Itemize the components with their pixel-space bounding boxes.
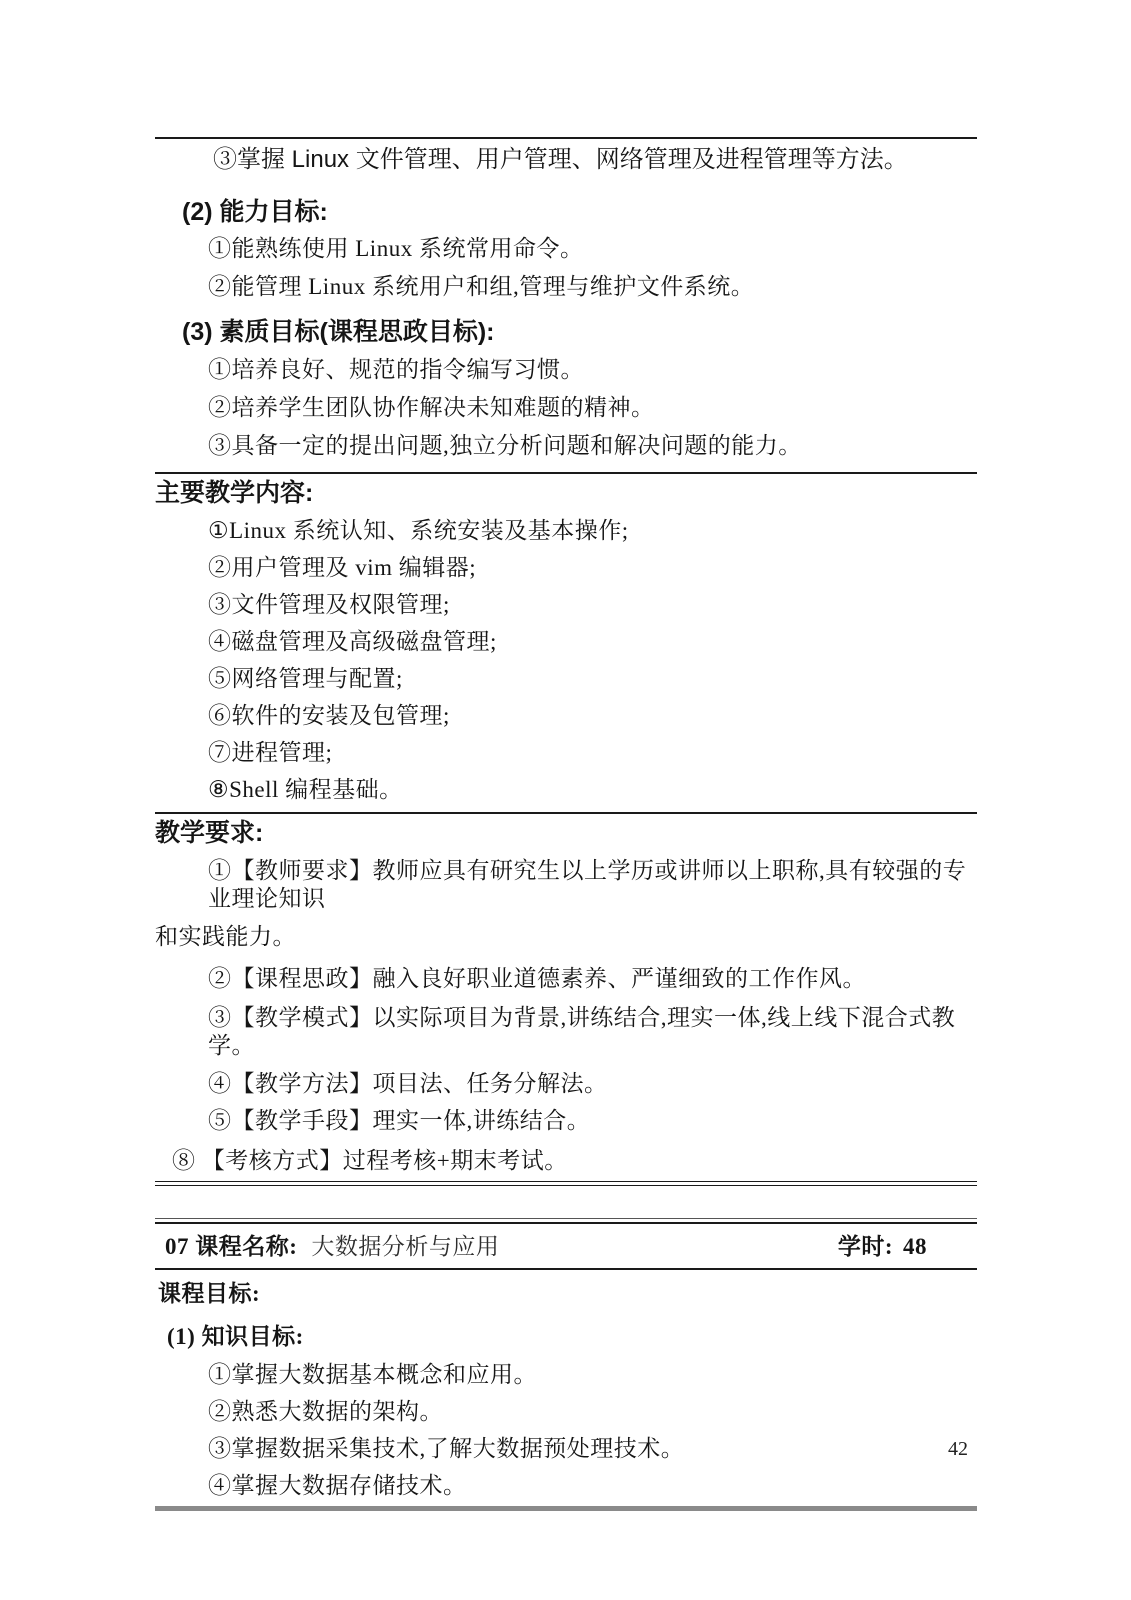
- quality-item: ③具备一定的提出问题,独立分析问题和解决问题的能力。: [208, 433, 802, 458]
- page-number: 42: [948, 1438, 968, 1460]
- teaching-content-item: ②用户管理及 vim 编辑器;: [208, 555, 477, 580]
- knowledge-objectives-heading: (1) 知识目标:: [167, 1324, 304, 1349]
- teaching-requirements-heading: 教学要求:: [155, 819, 264, 847]
- teaching-content-item: ⑦进程管理;: [208, 740, 333, 765]
- section-divider: [155, 137, 977, 139]
- quality-item: ②培养学生团队协作解决未知难题的精神。: [208, 395, 655, 420]
- quality-item: ①培养良好、规范的指令编写习惯。: [208, 357, 584, 382]
- table-end-double-rule: [155, 1181, 977, 1186]
- hours-label: 学时:: [837, 1234, 893, 1259]
- course-number-label: 07 课程名称:: [165, 1234, 298, 1259]
- ability-item: ①能熟练使用 Linux 系统常用命令。: [208, 236, 584, 261]
- section-divider: [155, 472, 977, 474]
- requirement-item-line1: ①【教师要求】教师应具有研究生以上学历或讲师以上职称,具有较强的专业理论知识: [208, 858, 967, 911]
- teaching-content-item: ①Linux 系统认知、系统安装及基本操作;: [208, 518, 629, 543]
- course-name: 大数据分析与应用: [311, 1234, 500, 1259]
- requirement-item: ②【课程思政】融入良好职业道德素养、严谨细致的工作作风。: [208, 966, 866, 991]
- teaching-content-item: ⑤网络管理与配置;: [208, 666, 403, 691]
- requirement-item-line2: 和实践能力。: [155, 924, 296, 949]
- page-content: [155, 0, 977, 1511]
- teaching-content-heading: 主要教学内容:: [155, 479, 314, 507]
- quality-objectives-heading: (3) 素质目标(课程思政目标):: [182, 318, 495, 346]
- hours-value: 48: [903, 1234, 927, 1259]
- ability-objectives-heading: (2) 能力目标:: [182, 198, 328, 226]
- ability-item: ②能管理 Linux 系统用户和组,管理与维护文件系统。: [208, 274, 755, 299]
- knowledge-item: ②熟悉大数据的架构。: [208, 1399, 443, 1424]
- course-header-row: [155, 1224, 977, 1268]
- requirement-item: ④【教学方法】项目法、任务分解法。: [208, 1071, 608, 1096]
- teaching-content-item: ④磁盘管理及高级磁盘管理;: [208, 629, 497, 654]
- knowledge-item: ③掌握数据采集技术,了解大数据预处理技术。: [208, 1436, 685, 1461]
- carryover-objective-item: ③掌握 Linux 文件管理、用户管理、网络管理及进程管理等方法。: [213, 146, 908, 173]
- teaching-content-item: ⑧Shell 编程基础。: [208, 777, 403, 802]
- section-divider: [155, 812, 977, 814]
- knowledge-item: ④掌握大数据存储技术。: [208, 1473, 467, 1498]
- teaching-content-item: ③文件管理及权限管理;: [208, 592, 450, 617]
- header-row-divider: [155, 1268, 977, 1270]
- page-break-gray-bar: [155, 1506, 977, 1511]
- requirement-item: ⑤【教学手段】理实一体,讲练结合。: [208, 1108, 591, 1133]
- requirement-item: ③【教学模式】以实际项目为背景,讲练结合,理实一体,线上线下混合式教学。: [208, 1005, 956, 1058]
- course07-table: [155, 1218, 977, 1511]
- assessment-item: ⑧ 【考核方式】过程考核+期末考试。: [172, 1148, 568, 1173]
- teaching-content-item: ⑥软件的安装及包管理;: [208, 703, 450, 728]
- course-objectives-heading: 课程目标:: [158, 1281, 261, 1306]
- knowledge-item: ①掌握大数据基本概念和应用。: [208, 1362, 537, 1387]
